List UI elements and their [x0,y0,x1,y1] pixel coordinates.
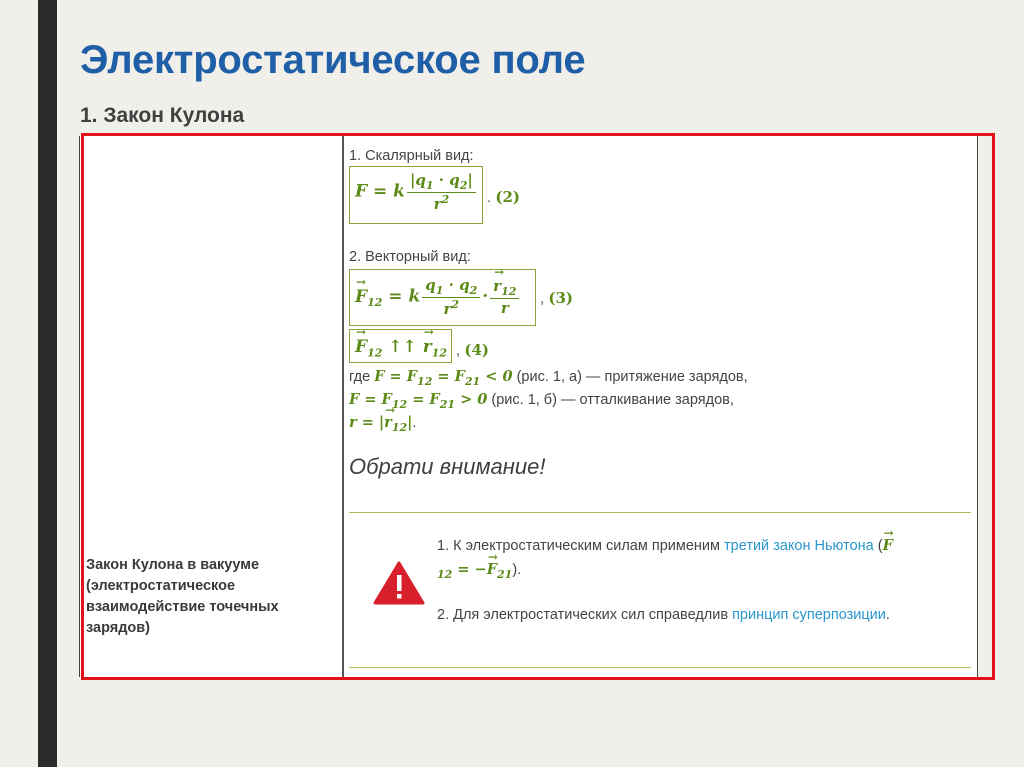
newton-third-law-link[interactable]: третий закон Ньютона [724,538,874,554]
eq3-number: , (3) [540,289,573,307]
note-newton: 1. К электростатическим силам применим третий закон Ньютона (→ $F_{12}$ = −→ $F_{21}$). [437,534,907,586]
where-line-3: r = |→ $r_{12}|$. [349,411,416,439]
superposition-principle-link[interactable]: принцип суперпозиции [732,607,886,623]
vector-label: 2. Векторный вид: [349,249,471,265]
note-superposition: 2. Для электростатических сил справедлив принцип суперпозиции. [437,607,890,623]
where-line-1: где $F = F_{12} = F_{21} < 0$ (рис. 1, а) — притяжение зарядов, [349,368,748,388]
slide-subtitle: 1. Закон Кулона [80,104,245,127]
slide-left-bar [38,0,57,767]
eq4-number: , (4) [456,341,489,359]
where-line-2: $F = F_{12} = F_{21} > 0$ (рис. 1, б) — отталкивание зарядов, [349,391,734,411]
eq2-number: . (2) [487,188,520,206]
vector-formula: → $F_{12} = k$ $\frac{q_1 \cdot q_2}{r^2}$ · → $\frac{r_{12}}{r}$ [355,276,521,318]
slide-title: Электростатическое поле [80,38,586,82]
scalar-label: 1. Скалярный вид: [349,148,474,164]
direction-formula: → $F_{12}$ ↑↑ → $r_{12}$ [355,337,447,359]
table-left-cell: Закон Кулона в вакууме (электростатическое взаимодействие точечных зарядов) [86,557,279,636]
attention-heading: Обрати внимание! [349,454,546,479]
red-highlight-frame [81,133,995,680]
scalar-formula: F = k $\frac{|q_1 \cdot q_2|}{r^2}$ [355,171,478,213]
